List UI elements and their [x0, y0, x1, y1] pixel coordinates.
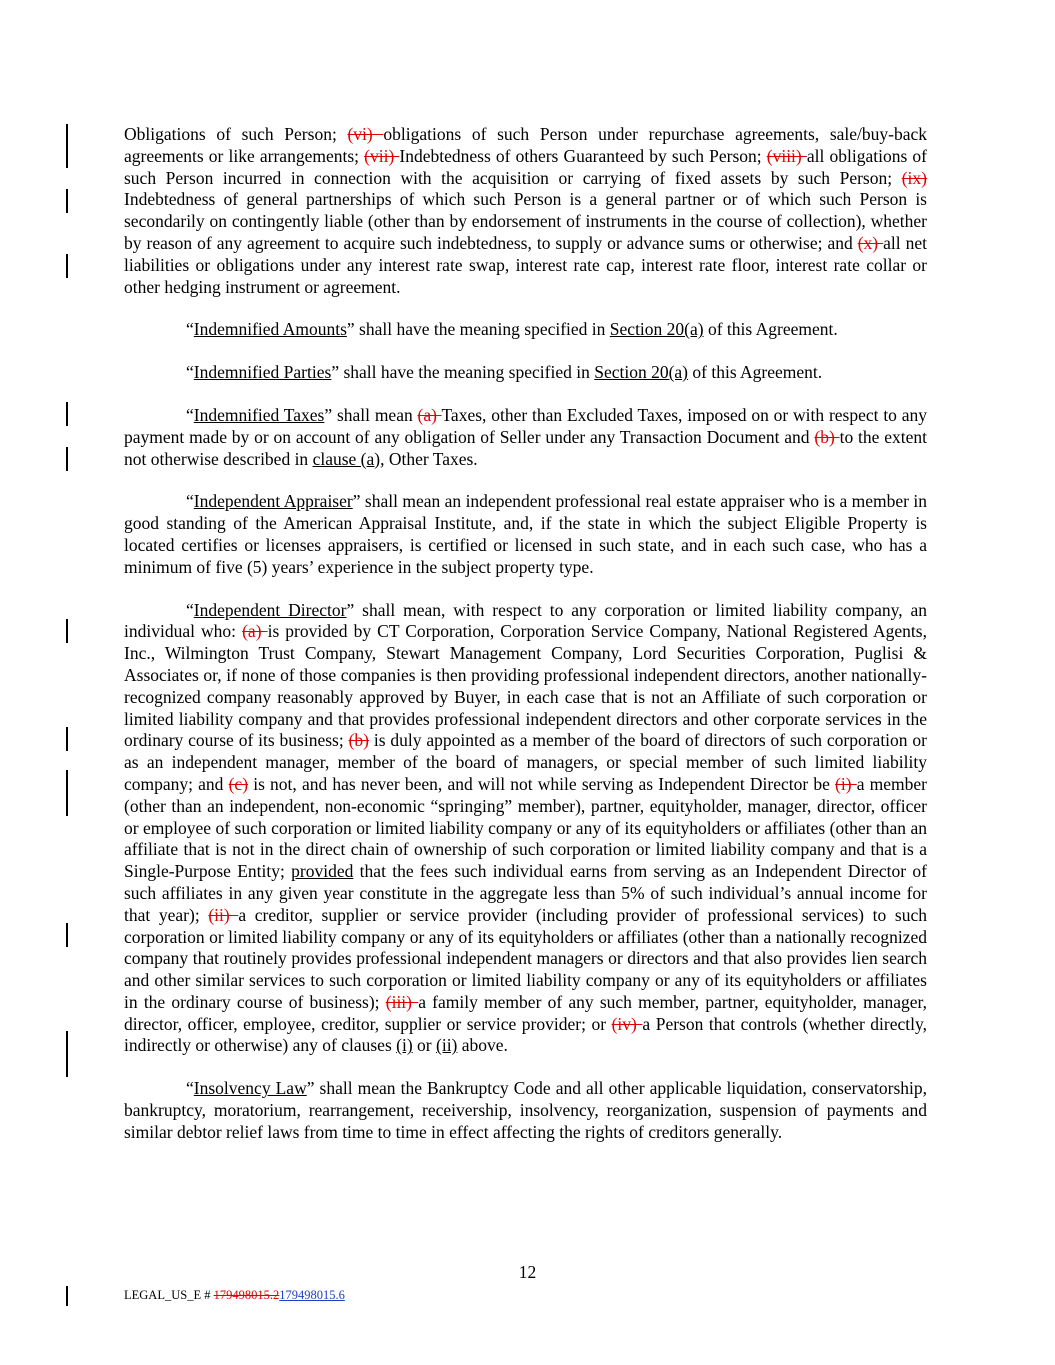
deleted-text: (i)	[835, 773, 857, 794]
paragraph	[124, 1078, 927, 1143]
text-run: or	[412, 1035, 436, 1056]
underlined-term: Indemnified Parties	[193, 362, 332, 383]
text-run: that the fees such individual earns from serving as an Independent Director of such affiliates in any given year constitute in the aggregate less than 5% of such individual’s annual income for that year);	[124, 861, 927, 925]
change-bar	[66, 770, 68, 816]
deleted-text: (iii)	[385, 991, 419, 1012]
text-run: “	[186, 491, 194, 512]
page-number: 12	[518, 1262, 537, 1282]
text-run: “	[186, 1078, 194, 1099]
deleted-text: (a)	[417, 404, 442, 425]
deleted-text: (ix)	[901, 167, 927, 188]
text-run: ” shall mean, with respect to any corporation or limited liability company, an individual who:	[124, 599, 928, 642]
text-run: Taxes, other than Excluded Taxes, imposed on or with respect to any payment made by or on account of any obligation of Seller under any Transaction Document and	[124, 404, 928, 447]
text-run: ” shall mean	[324, 404, 418, 425]
change-bar	[66, 727, 68, 751]
deleted-text: (vii)	[364, 145, 400, 166]
text-run: ” shall have the meaning specified in	[346, 319, 610, 340]
footer-doc-prefix: LEGAL_US_E #	[124, 1288, 214, 1302]
change-bar	[66, 1031, 68, 1077]
underlined-term: (i)	[396, 1035, 413, 1056]
text-run: ” shall have the meaning specified in	[331, 362, 595, 383]
paragraph	[124, 600, 927, 1058]
underlined-term: clause (a)	[312, 448, 381, 469]
text-run: , Other Taxes.	[380, 448, 478, 469]
text-run: ” shall mean the Bankruptcy Code and all other applicable liquidation, conservatorship, bankruptcy, moratorium, rearrangement, receivership, insolvency, reorganization, suspension of payments and similar debtor relief laws from time to time in effect affecting the rights of creditors generally.	[124, 1078, 927, 1142]
text-run: is duly appointed as a member of the board of directors of such corporation or as an independent manager, member of the board of managers, or special member of such limited liability company; and	[124, 730, 927, 794]
text-run: above.	[457, 1035, 508, 1056]
text-run: a creditor, supplier or service provider (including provider of professional services) to such corporation or limited liability company or any of its equityholders or affiliates (other than a nationally recognized company that routinely provides professional independent managers or directors and that also provides lien search and other similar services to such corporation or limited liability company or any of its equityholders or affiliates in the ordinary course of business);	[124, 904, 927, 1012]
deleted-text: (c)	[228, 773, 249, 794]
paragraph	[124, 124, 927, 298]
text-run: “	[186, 362, 194, 383]
text-run: ” shall mean an independent professional real estate appraiser who is a member in good standing of the American Appraisal Institute, and, if the state in which the subject Eligible Property is located certifies or licenses appraisers, is certified or licensed in such state, and in each such case, who has a minimum of five (5) years’ experience in the subject property type.	[124, 491, 927, 577]
underlined-term: Section 20(a)	[594, 362, 689, 383]
change-bar	[66, 923, 68, 947]
deleted-text: (viii)	[766, 145, 807, 166]
underlined-term: Independent Director	[193, 599, 347, 620]
text-run: to the extent not otherwise described in	[124, 426, 927, 469]
deleted-text: (b)	[348, 730, 369, 751]
paragraph	[124, 405, 927, 470]
deleted-text: (b)	[814, 426, 840, 447]
underlined-term: provided	[291, 861, 354, 882]
text-run: Indebtedness of general partnerships of which such Person is a general partner or of which such Person is secondarily on contingently liable (other than by endorsement of instruments in the course of collection), whether by reason of any agreement to acquire such indebtedness, to supply or advance sums or otherwise; and	[124, 189, 927, 253]
text-run: of this Agreement.	[703, 319, 838, 340]
text-run: all obligations of such Person incurred in connection with the acquisition or carrying of fixed assets by such Person;	[124, 145, 927, 188]
text-run: a Person that controls (whether directly, indirectly or otherwise) any of clauses	[124, 1013, 927, 1056]
footer-deleted-doc-id: 179498015.2	[213, 1288, 280, 1302]
paragraph	[124, 491, 927, 578]
footer-inserted-doc-id: 179498015.6	[279, 1288, 345, 1302]
paragraph	[124, 319, 927, 341]
change-bar	[66, 1286, 68, 1306]
text-run: obligations of such Person under repurchase agreements, sale/buy-back agreements or like arrangements;	[124, 124, 927, 166]
document-footer	[124, 1288, 345, 1303]
text-run: Obligations of such Person;	[124, 124, 348, 144]
text-run: a family member of any such member, partner, equityholder, manager, director, officer, employee, creditor, supplier or service provider; or	[124, 991, 928, 1034]
text-run: Indebtedness of others Guaranteed by such Person;	[399, 145, 767, 166]
deleted-text: (vi)	[347, 124, 384, 144]
change-bar	[66, 189, 68, 213]
underlined-term: Insolvency Law	[193, 1078, 307, 1099]
change-bar	[66, 619, 68, 643]
underlined-term: Indemnified Amounts	[193, 319, 347, 340]
deleted-text: (x)	[857, 232, 884, 253]
underlined-term: Indemnified Taxes	[193, 404, 325, 425]
paragraph	[124, 362, 927, 384]
text-run: “	[186, 404, 194, 425]
deleted-text: (iv)	[611, 1013, 643, 1034]
underlined-term: Section 20(a)	[609, 319, 704, 340]
underlined-term: (ii)	[436, 1035, 458, 1056]
change-bar	[66, 124, 68, 168]
deleted-text: (ii)	[208, 904, 239, 925]
change-bar	[66, 447, 68, 471]
deleted-text: (a)	[242, 621, 268, 642]
underlined-term: Independent Appraiser	[193, 491, 353, 512]
change-bar	[66, 254, 68, 278]
document-body	[124, 124, 927, 1165]
text-run: “	[186, 599, 194, 620]
text-run: “	[186, 319, 194, 340]
text-run: all net liabilities or obligations under any interest rate swap, interest rate cap, interest rate floor, interest rate collar or other hedging instrument or agreement.	[124, 232, 928, 297]
change-bar	[66, 402, 68, 426]
text-run: is provided by CT Corporation, Corporation Service Company, National Registered Agents, Inc., Wilmington Trust Company, Stewart Management Company, Lord Securities Corporation, Puglisi & Associates or, if none of those companies is then providing professional independent directors, another nationally-recognized company reasonably approved by Buyer, in each case that is not an Affiliate of such corporation or limited liability company and that provides professional independent directors and other corporate services in the ordinary course of its business;	[124, 621, 927, 751]
text-run: a member (other than an independent, non-economic “springing” member), partner, equityholder, manager, director, officer or employee of such corporation or limited liability company or any of its equityholders or affiliates (other than an affiliate that is not in the direct chain of ownership of such corporation or limited liability company and that is a Single-Purpose Entity;	[124, 773, 927, 882]
text-run: of this Agreement.	[688, 362, 823, 383]
text-run: is not, and has never been, and will not while serving as Independent Director be	[248, 773, 836, 794]
